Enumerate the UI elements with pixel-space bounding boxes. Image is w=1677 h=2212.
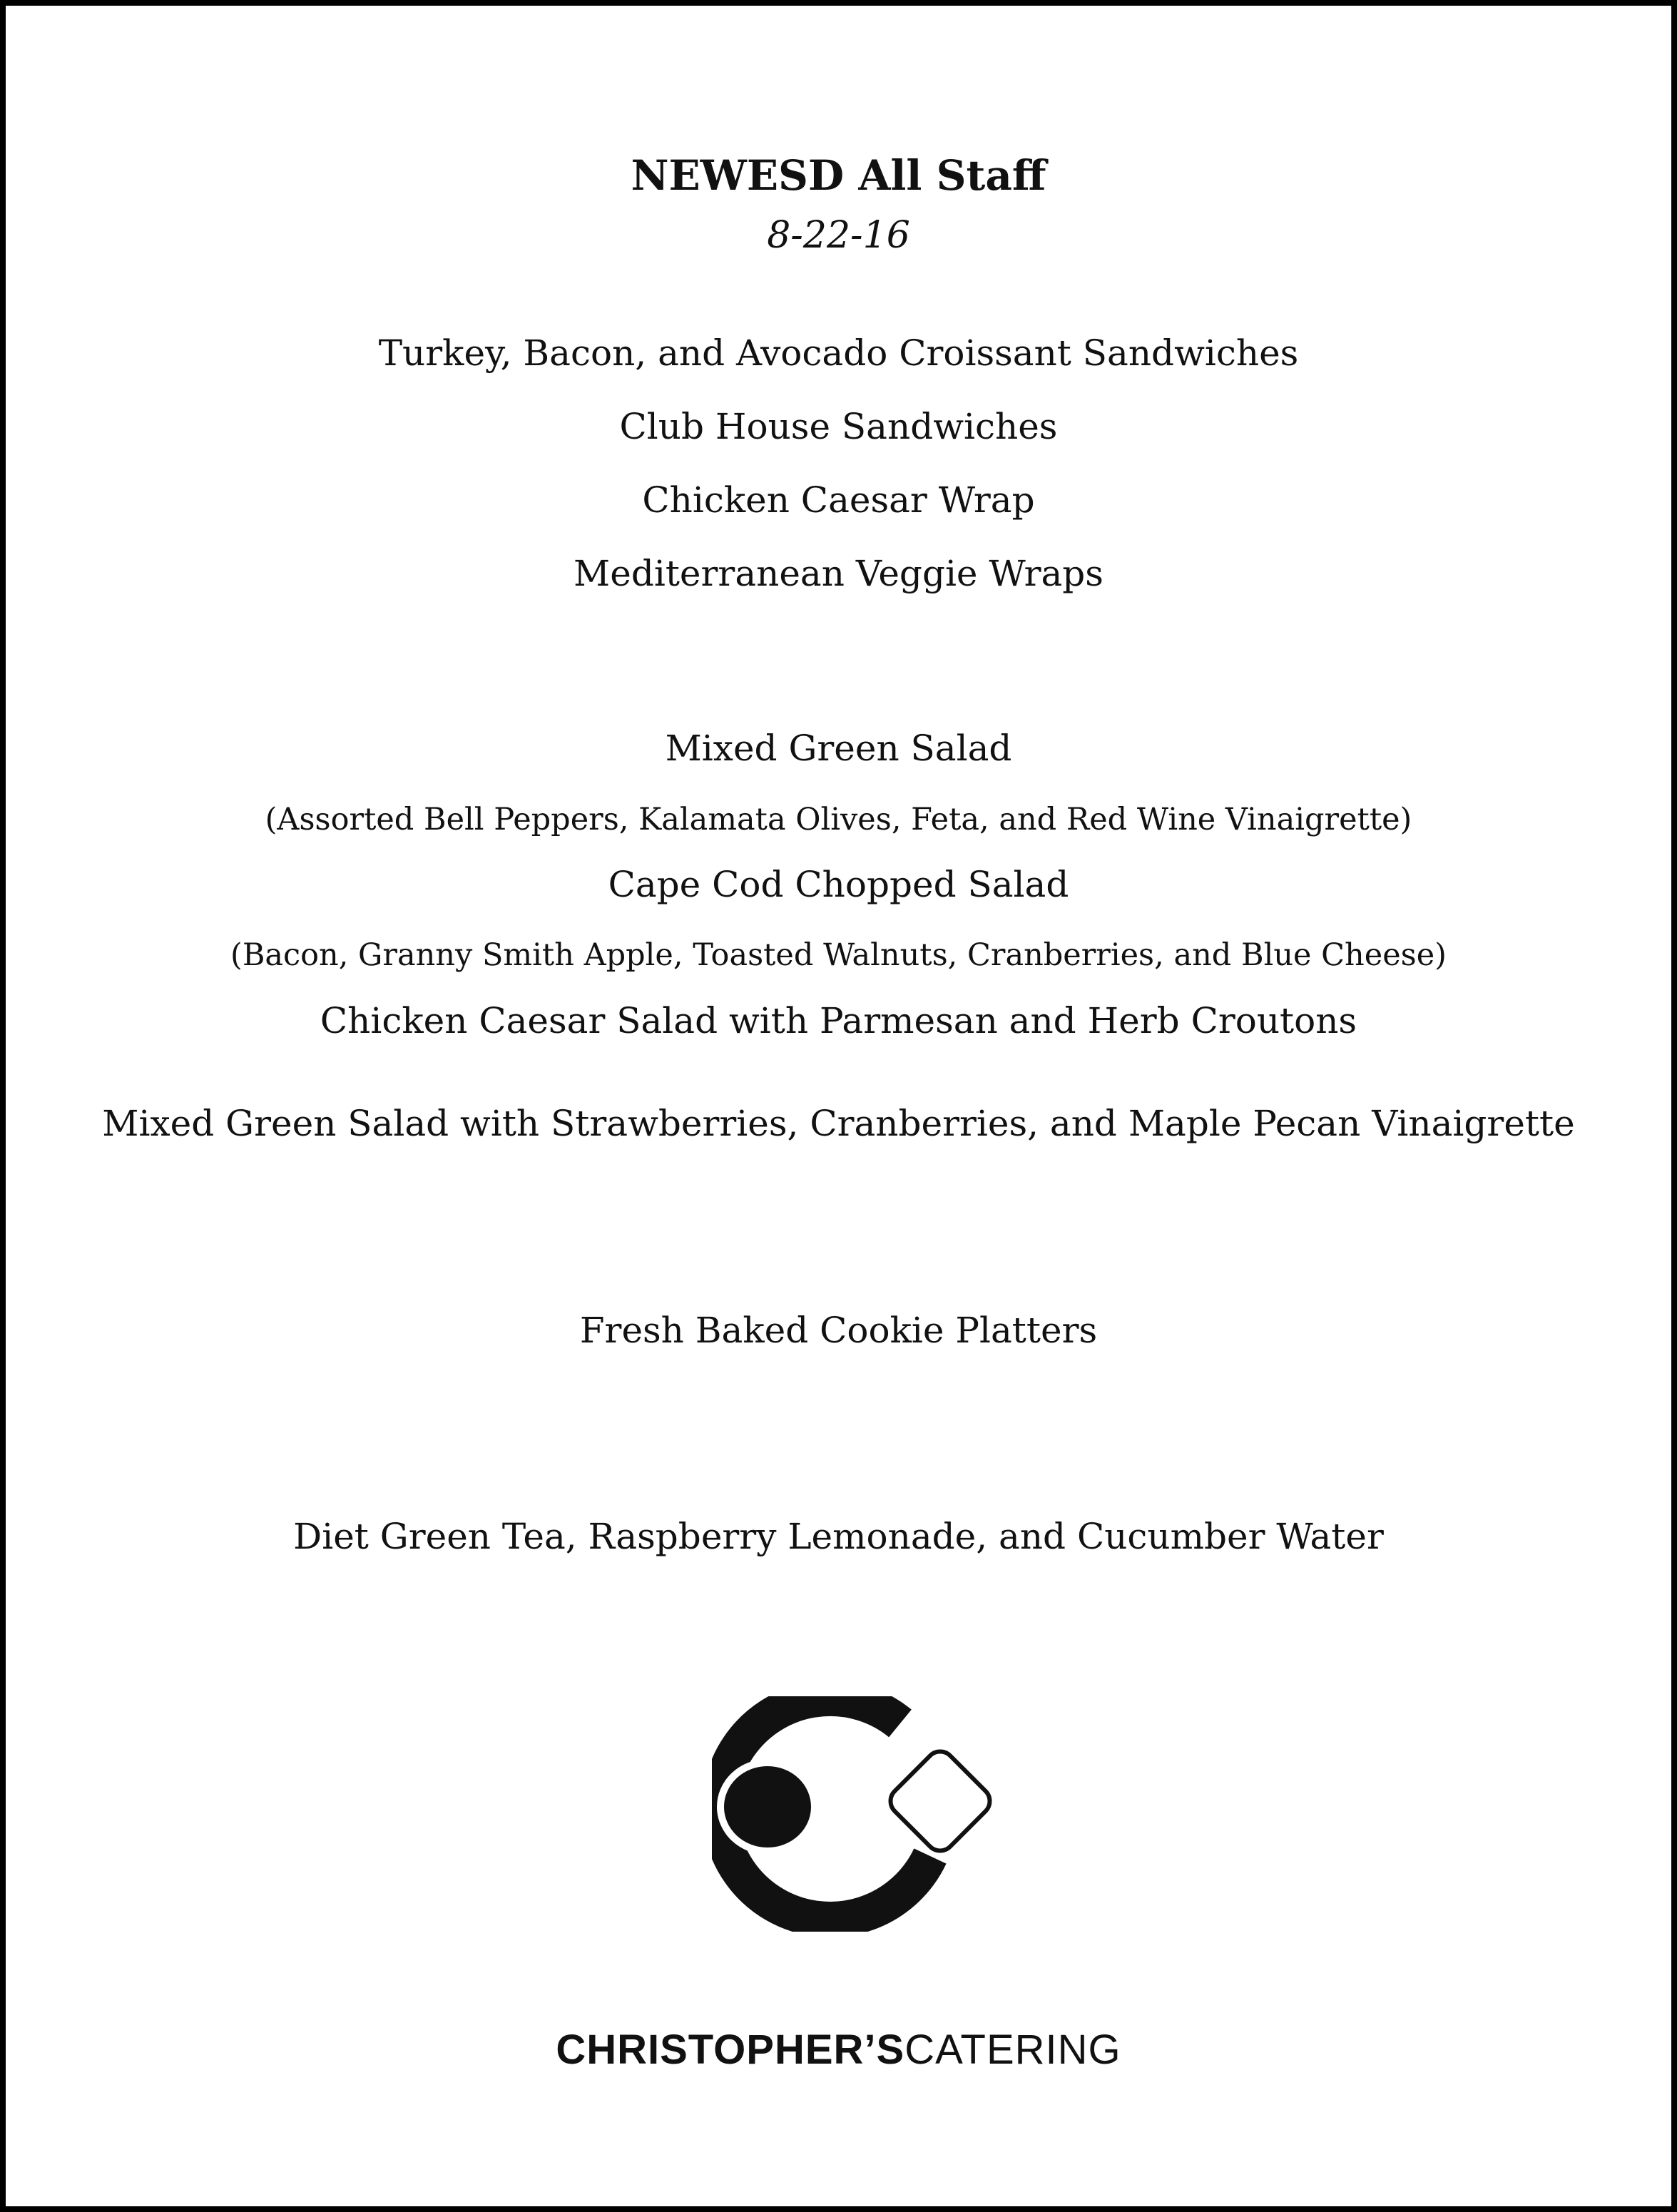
menu-item-strawberry-salad: Mixed Green Salad with Strawberries, Cranberries, and Maple Pecan Vinaigrette	[102, 1103, 1575, 1144]
menu-item-chicken-caesar-wrap: Chicken Caesar Wrap	[642, 479, 1035, 521]
menu-item-cape-cod-salad: Cape Cod Chopped Salad	[608, 864, 1069, 905]
menu-item-turkey-croissant: Turkey, Bacon, and Avocado Croissant Sandwiches	[378, 332, 1299, 374]
wordmark-bold: CHRISTOPHER’S	[556, 2027, 905, 2073]
menu-item-club-house: Club House Sandwiches	[619, 406, 1058, 447]
menu-item-mixed-green-salad: Mixed Green Salad	[665, 728, 1012, 769]
menu-item-note-cape-cod: (Bacon, Granny Smith Apple, Toasted Walnuts, Cranberries, and Blue Cheese)	[230, 937, 1447, 973]
menu-item-note-mixed-green: (Assorted Bell Peppers, Kalamata Olives, Feta, and Red Wine Vinaigrette)	[265, 802, 1412, 837]
menu-item-veggie-wraps: Mediterranean Veggie Wraps	[574, 553, 1103, 594]
company-wordmark	[6, 2026, 1671, 2074]
menu-item-beverages: Diet Green Tea, Raspberry Lemonade, and Cucumber Water	[293, 1516, 1384, 1557]
christophers-catering-logo-icon	[712, 1696, 1011, 1932]
menu-date: 8-22-16	[767, 214, 910, 257]
menu-item-chicken-caesar-salad: Chicken Caesar Salad with Parmesan and Herb Croutons	[320, 1000, 1357, 1041]
menu-item-cookie-platters: Fresh Baked Cookie Platters	[579, 1310, 1098, 1351]
wordmark-light: CATERING	[904, 2027, 1121, 2073]
menu-title: NEWESD All Staff	[631, 151, 1046, 200]
